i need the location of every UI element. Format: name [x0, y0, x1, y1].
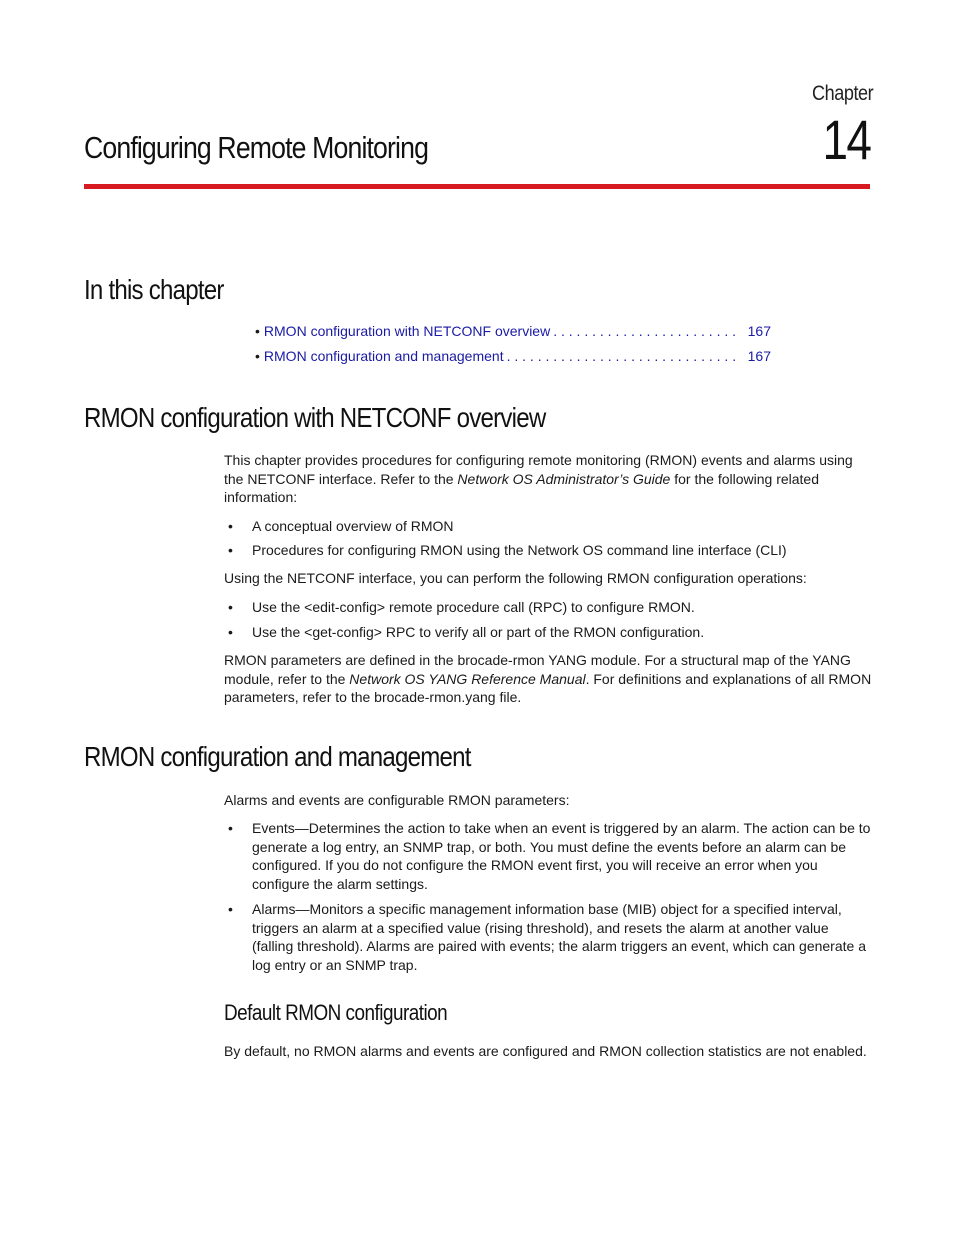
- bullet-icon: •: [228, 599, 233, 615]
- list-item-text: Use the <get-config> RPC to verify all or part of the RMON configuration.: [252, 624, 705, 640]
- section1-params-text-b: . For definitions and explanations of all RMON parameters, refer to the brocade-rmon.yang file.: [224, 670, 872, 706]
- in-this-chapter-heading: In this chapter: [84, 274, 224, 305]
- section2-intro: Alarms and events are configurable RMON parameters:: [224, 792, 570, 808]
- bullet-icon: •: [228, 901, 233, 917]
- toc-entry-label[interactable]: RMON configuration and management: [263, 348, 504, 364]
- section-heading-netconf-overview: RMON configuration with NETCONF overview: [84, 402, 546, 433]
- section1-parameters-paragraph: [224, 651, 872, 707]
- toc-bullet: •: [255, 348, 260, 364]
- section1-intro-text-a: This chapter provides procedures for configuring remote monitoring (RMON) events and alarms using the NETCONF interface. Refer to the: [224, 452, 853, 487]
- toc-entry-netconf-overview[interactable]: [255, 323, 771, 339]
- admin-guide-reference: Network OS Administrator’s Guide: [457, 470, 671, 487]
- toc-entry-config-management[interactable]: [255, 348, 771, 364]
- list-item-text: Use the <edit-config> remote procedure call (RPC) to configure RMON.: [252, 599, 695, 615]
- toc-bullet: •: [255, 323, 260, 339]
- list-item-text: Events—Determines the action to take when an event is triggered by an alarm. The action can be to generate a log entry, an SNMP trap, or both. You must define the events before an alarm can be configured. If you do not configure the RMON event first, you will receive an error when you configure the alarm settings.: [252, 820, 871, 893]
- section1-intro-paragraph: [224, 451, 872, 507]
- subsection-paragraph: By default, no RMON alarms and events are configured and RMON collection statistics are not enabled.: [224, 1043, 867, 1059]
- chapter-number: 14: [822, 108, 870, 171]
- list-item-text: A conceptual overview of RMON: [252, 518, 454, 534]
- chapter-title: Configuring Remote Monitoring: [84, 130, 429, 165]
- toc-entry-page[interactable]: 167: [747, 323, 771, 339]
- toc-dot-leader: [553, 323, 739, 339]
- toc-entry-label[interactable]: RMON configuration with NETCONF overview: [263, 323, 551, 339]
- list-item-text: Alarms—Monitors a specific management information base (MIB) object for a specified interval, triggers an alarm at a specified value (rising threshold), and resets the alarm at another value (falling threshold). Alarms are paired with events; the alarm triggers an event, which can generate a log entry or an SNMP trap.: [252, 901, 866, 974]
- list-item-text: Procedures for configuring RMON using the Network OS command line interface (CLI): [252, 542, 787, 558]
- yang-manual-reference: Network OS YANG Reference Manual: [349, 670, 586, 687]
- chapter-label: Chapter: [812, 82, 874, 105]
- bullet-icon: •: [228, 624, 233, 640]
- bullet-icon: •: [228, 518, 233, 534]
- toc-dot-leader: [507, 348, 739, 364]
- section1-params-text-a: RMON parameters are defined in the brocade-rmon YANG module. For a structural map of the YANG module, refer to the: [224, 652, 851, 687]
- bullet-icon: •: [228, 820, 233, 836]
- section-heading-config-management: RMON configuration and management: [84, 741, 471, 772]
- subsection-heading-default-config: Default RMON configuration: [224, 1000, 448, 1025]
- section1-intro-text-b: for the following related information:: [224, 470, 819, 506]
- chapter-title-rule: [84, 184, 870, 189]
- section1-operations-intro: Using the NETCONF interface, you can perform the following RMON configuration operations:: [224, 570, 807, 586]
- bullet-icon: •: [228, 542, 233, 558]
- toc-entry-page[interactable]: 167: [747, 348, 771, 364]
